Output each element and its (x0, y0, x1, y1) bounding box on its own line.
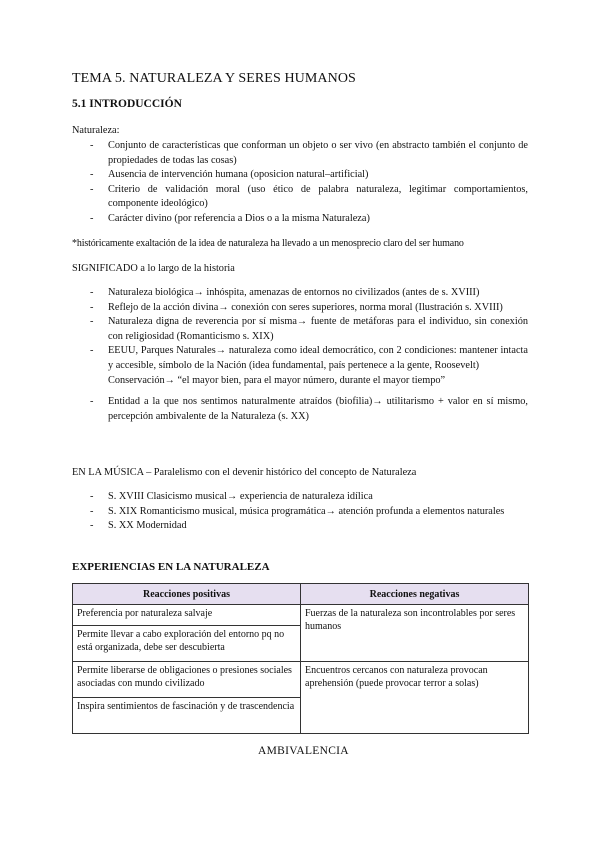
list-item: - Naturaleza digna de reverencia por sí misma→ fuente de metáforas para el individuo, sin conexión con religiosidad (Romanticismo s. XIX) (72, 315, 528, 344)
column-header-positive: Reacciones positivas (73, 584, 301, 605)
list-item: - S. XVIII Clasicismo musical→ experiencia de naturaleza idílica (72, 490, 528, 505)
negative-cell: Fuerzas de la naturaleza son incontrolables por seres humanos (301, 605, 529, 662)
list-item: - Carácter divino (por referencia a Dios o a la misma Naturaleza) (72, 212, 528, 227)
list-item: - S. XX Modernidad (72, 519, 528, 534)
parques-text: EEUU, Parques Naturales→ naturaleza como ideal democrático, con 2 condiciones: mantener intacta y accesible, símbolo de la Nación (idea fundamental, país pertenece a la gente, Roosevelt) (108, 345, 528, 371)
list-item: - Criterio de validación moral (uso ético de palabra naturaleza, legitimar comportamientos, componente ideológico) (72, 183, 528, 212)
significado-list (72, 286, 528, 424)
section-heading-introduccion: 5.1 INTRODUCCIÓN (72, 98, 182, 110)
ambivalencia-caption: AMBIVALENCIA (258, 745, 349, 757)
musica-heading: EN LA MÚSICA – Paralelismo con el devenir histórico del concepto de Naturaleza (72, 467, 417, 478)
list-item: - Entidad a la que nos sentimos naturalmente atraídos (biofilia)→ utilitarismo + valor en sí mismo, percepción ambivalente de la Naturaleza (s. XX) (72, 395, 528, 424)
list-item: - Ausencia de intervención humana (oposicion natural–artificial) (72, 168, 528, 183)
positive-cell: Permite liberarse de obligaciones o presiones sociales asociadas con mundo civilizado (73, 662, 301, 698)
page-title: TEMA 5. NATURALEZA Y SERES HUMANOS (72, 71, 356, 86)
musica-list (72, 490, 528, 534)
list-item: - Conjunto de características que conforman un objeto o ser vivo (en abstracto también el conjunto de propiedades de todas las cosas) (72, 139, 528, 168)
list-item: - S. XIX Romanticismo musical, música programática→ atención profunda a elementos naturales (72, 505, 528, 520)
positive-cell: Inspira sentimientos de fascinación y de trascendencia (73, 698, 301, 734)
conservacion-text: Conservación→ “el mayor bien, para el mayor número, durante el mayor tiempo” (108, 374, 446, 386)
experiencias-table (72, 583, 529, 734)
positive-cell: Permite llevar a cabo exploración del entorno pq no está organizada, debe ser descubierta (73, 626, 301, 662)
column-header-negative: Reacciones negativas (301, 584, 529, 605)
positive-cell: Preferencia por naturaleza salvaje (73, 605, 301, 626)
negative-cell: Encuentros cercanos con naturaleza provocan aprehensión (puede provocar terror a solas) (301, 662, 529, 734)
significado-heading: SIGNIFICADO a lo largo de la historia (72, 263, 235, 274)
historical-note: *históricamente exaltación de la idea de naturaleza ha llevado a un menosprecio claro del ser humano (72, 238, 464, 249)
list-item: - Reflejo de la acción divina→ conexión con seres superiores, norma moral (Ilustración s. XVIII) (72, 301, 528, 316)
list-item: - Naturaleza biológica→ inhóspita, amenazas de entornos no civilizados (antes de s. XVIII) (72, 286, 528, 301)
experiencias-heading: EXPERIENCIAS EN LA NATURALEZA (72, 561, 270, 573)
naturaleza-label: Naturaleza: (72, 125, 120, 136)
naturaleza-list (72, 139, 528, 227)
list-item (72, 344, 528, 388)
